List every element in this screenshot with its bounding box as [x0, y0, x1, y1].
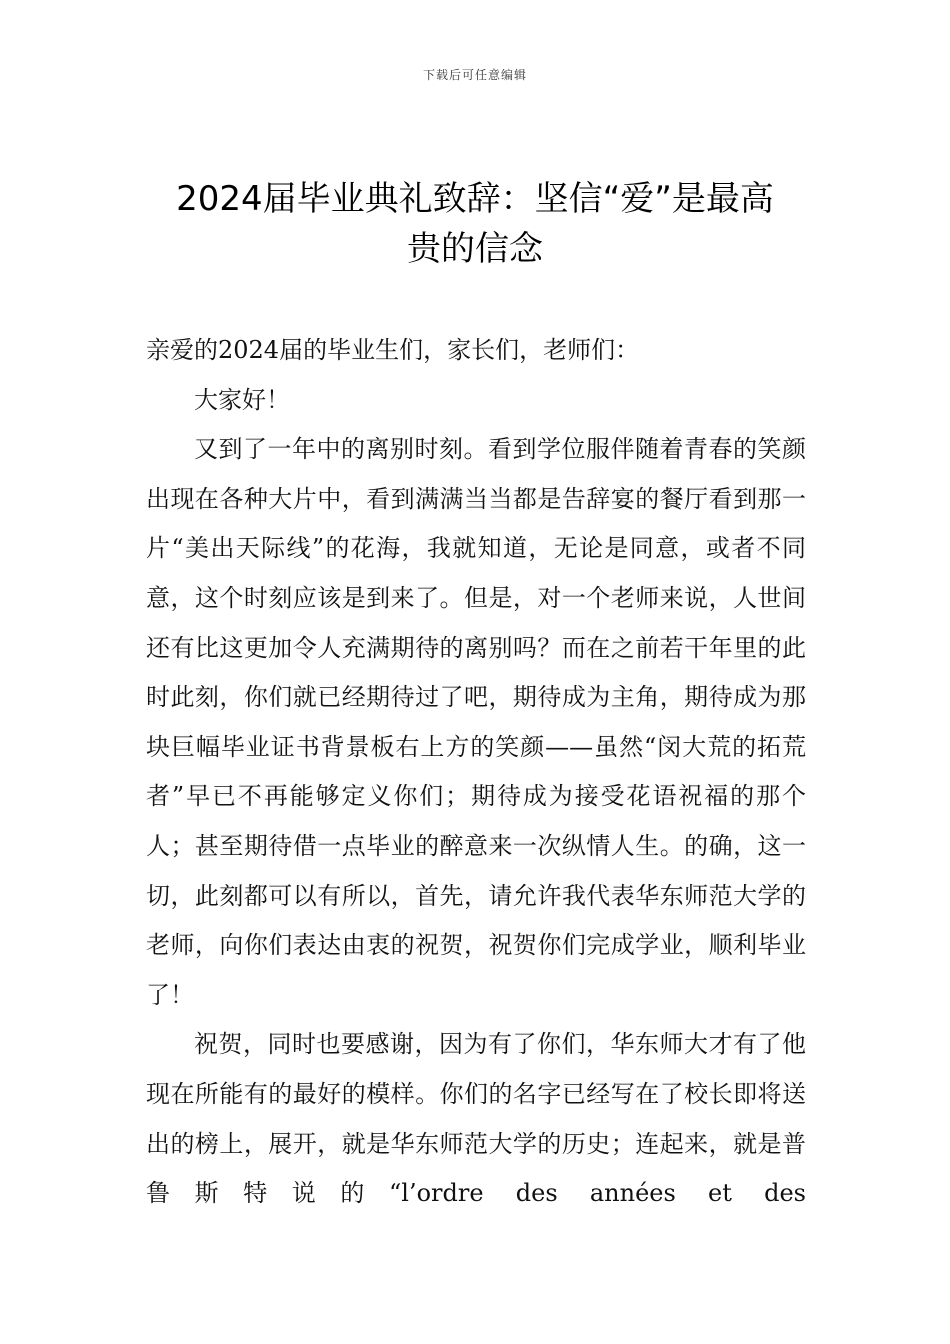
title-line-2: 贵的信念 [407, 229, 543, 269]
paragraph: 祝贺，同时也要感谢，因为有了你们，华东师大才有了他现在所能有的最好的模样。你们的名字已经写在了校长即将送出的榜上，展开，就是华东师范大学的历史；连起来，就是普鲁斯特说的“l’ordre des années et des [146, 1030, 806, 1208]
paragraph: 又到了一年中的离别时刻。看到学位服伴随着青春的笑颜出现在各种大片中，看到满满当当都是告辞宴的餐厅看到那一片“美出天际线”的花海，我就知道，无论是同意，或者不同意，这个时刻应该是到来了。但是，对一个老师来说，人世间还有比这更加令人充满期待的离别吗？而在之前若干年里的此时此刻，你们就已经期待过了吧，期待成为主角，期待成为那块巨幅毕业证书背景板右上方的笑颜——虽然“闵大荒的拓荒者”早已不再能够定义你们；期待成为接受花语祝福的那个人；甚至期待借一点毕业的醉意来一次纵情人生。的确，这一切，此刻都可以有所以，首先，请允许我代表华东师范大学的老师，向你们表达由衷的祝贺，祝贺你们完成学业，顺利毕业了！ [146, 435, 806, 1009]
document-title [140, 174, 810, 274]
header-note: 下载后可任意编辑 [422, 68, 527, 82]
salutation: 亲爱的2024届的毕业生们，家长们，老师们： [146, 336, 640, 364]
title-line-1: 2024届毕业典礼致辞：坚信“爱”是最高 [176, 179, 774, 219]
document-body [146, 326, 806, 1219]
greeting: 大家好！ [194, 385, 290, 414]
